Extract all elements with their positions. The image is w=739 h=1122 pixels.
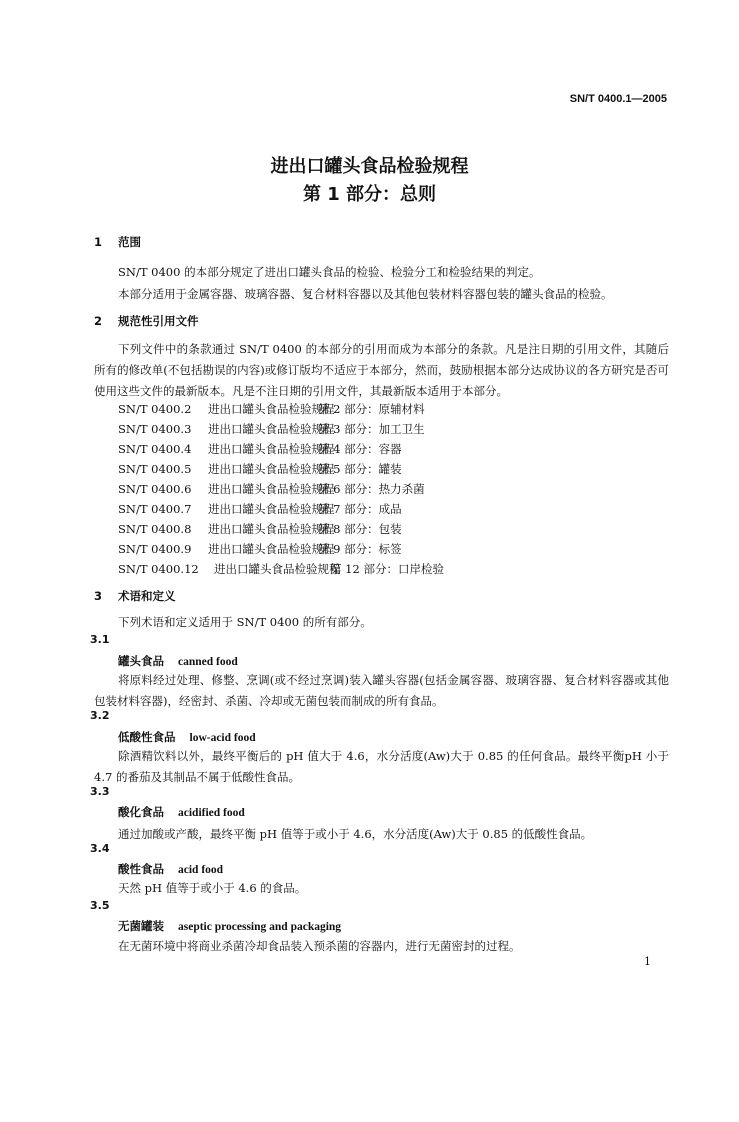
ref-name: 进出口罐头食品检验规程 [208, 502, 335, 516]
term-heading [118, 729, 256, 745]
term-definition: 将原料经过处理、修整、烹调(或不经过烹调)装入罐头容器(包括金属容器、玻璃容器、复合材料容器或其他包装材料容器)，经密封、杀菌、冷却或无菌包装而制成的所有食品。 [94, 673, 669, 708]
ref-part: 第 9 部分：标签 [318, 542, 402, 556]
term-number: 3.3 [90, 785, 110, 798]
section-title: 术语和定义 [118, 589, 176, 603]
ref-code: SN/T 0400.9 [118, 542, 192, 556]
paragraph: SN/T 0400 的本部分规定了进出口罐头食品的检验、检验分工和检验结果的判定。 [118, 265, 541, 279]
reference-item [118, 521, 402, 537]
ref-name: 进出口罐头食品检验规程 [208, 442, 335, 456]
paragraph: 本部分适用于金属容器、玻璃容器、复合材料容器以及其他包装材料容器包装的罐头食品的检验。 [118, 287, 613, 301]
reference-item [118, 501, 402, 517]
section-title: 规范性引用文件 [118, 314, 199, 328]
reference-item [118, 541, 402, 557]
term-number: 3.2 [90, 709, 110, 722]
term-en: aseptic processing and packaging [178, 921, 342, 933]
term-zh: 酸性食品 [118, 862, 164, 876]
ref-part: 第 4 部分：容器 [318, 442, 402, 456]
term-definition: 除酒精饮料以外，最终平衡后的 pH 值大于 4.6，水分活度(Aw)大于 0.85 的任何食品。最终平衡pH 小于 4.7 的番茄及其制品不属于低酸性食品。 [94, 749, 669, 784]
paragraph: 下列术语和定义适用于 SN/T 0400 的所有部分。 [118, 615, 372, 629]
ref-code: SN/T 0400.2 [118, 402, 192, 416]
ref-code: SN/T 0400.7 [118, 502, 192, 516]
term-en: acid food [178, 864, 224, 876]
reference-item [118, 561, 444, 577]
ref-name: 进出口罐头食品检验规程 [208, 542, 335, 556]
section-number: 2 [94, 314, 103, 328]
term-en: canned food [178, 656, 238, 668]
ref-code: SN/T 0400.8 [118, 522, 192, 536]
term-number: 3.5 [90, 899, 110, 912]
ref-code: SN/T 0400.3 [118, 422, 192, 436]
standard-number: SN/T 0400.1—2005 [569, 93, 667, 105]
ref-part: 第 5 部分：罐装 [318, 462, 402, 476]
term-zh: 酸化食品 [118, 805, 164, 819]
document-subtitle: 第 1 部分：总则 [302, 184, 437, 205]
term-en: low-acid food [189, 732, 256, 744]
ref-part: 第 3 部分：加工卫生 [318, 422, 425, 436]
paragraph: 下列文件中的条款通过 SN/T 0400 的本部分的引用而成为本部分的条款。凡是注日期的引用文件，其随后所有的修改单(不包括勘误的内容)或修订版均不适应于本部分，然而，鼓励根据本部分达成协议的各方研究是否可使用这些文件的最新版本。凡是不注日期的引用文件，其最新版本适用于本部分。 [94, 342, 669, 398]
document-title: 进出口罐头食品检验规程 [270, 156, 469, 177]
term-zh: 罐头食品 [118, 654, 164, 668]
term-zh: 无菌罐装 [118, 919, 164, 933]
ref-code: SN/T 0400.4 [118, 442, 192, 456]
term-heading [118, 861, 223, 877]
term-number: 3.4 [90, 842, 110, 855]
term-heading [118, 653, 238, 669]
ref-name: 进出口罐头食品检验规程 [208, 402, 335, 416]
page-number: 1 [644, 955, 651, 968]
term-number: 3.1 [90, 633, 110, 646]
section-title: 范围 [118, 235, 141, 249]
term-definition: 通过加酸或产酸，最终平衡 pH 值等于或小于 4.6，水分活度(Aw)大于 0.85 的低酸性食品。 [118, 827, 593, 841]
ref-part: 第 12 部分：口岸检验 [330, 562, 444, 576]
term-definition: 天然 pH 值等于或小于 4.6 的食品。 [118, 881, 307, 895]
ref-part: 第 8 部分：包装 [318, 522, 402, 536]
section-2-heading [94, 313, 199, 329]
ref-code: SN/T 0400.5 [118, 462, 192, 476]
ref-part: 第 6 部分：热力杀菌 [318, 482, 425, 496]
term-en: acidified food [178, 807, 245, 819]
reference-item [118, 461, 402, 477]
reference-item [118, 441, 402, 457]
ref-part: 第 2 部分：原辅材料 [318, 402, 425, 416]
ref-name: 进出口罐头食品检验规程 [214, 562, 341, 576]
section-3-heading [94, 588, 176, 604]
term-heading [118, 918, 341, 934]
ref-name: 进出口罐头食品检验规程 [208, 482, 335, 496]
ref-code: SN/T 0400.6 [118, 482, 192, 496]
reference-item [118, 401, 425, 417]
ref-name: 进出口罐头食品检验规程 [208, 522, 335, 536]
section-number: 3 [94, 589, 103, 603]
section-1-heading [94, 234, 141, 250]
reference-item [118, 421, 425, 437]
section-number: 1 [94, 235, 103, 249]
ref-code: SN/T 0400.12 [118, 562, 199, 576]
ref-name: 进出口罐头食品检验规程 [208, 462, 335, 476]
ref-part: 第 7 部分：成品 [318, 502, 402, 516]
term-definition: 在无菌环境中将商业杀菌冷却食品装入预杀菌的容器内，进行无菌密封的过程。 [118, 939, 521, 953]
ref-name: 进出口罐头食品检验规程 [208, 422, 335, 436]
reference-item [118, 481, 425, 497]
term-heading [118, 804, 245, 820]
term-zh: 低酸性食品 [118, 730, 176, 744]
